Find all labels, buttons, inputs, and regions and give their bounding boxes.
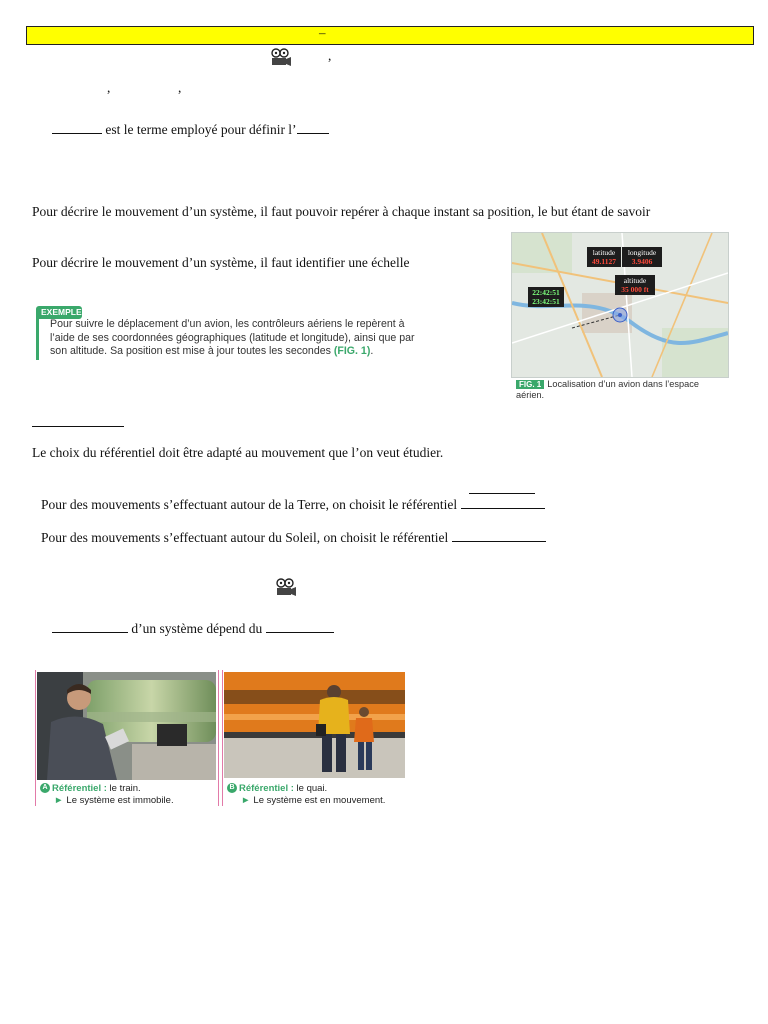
fill-blank[interactable] (32, 414, 124, 427)
fill-blank[interactable] (452, 529, 546, 542)
photo-border (218, 670, 219, 806)
example-bar (36, 318, 39, 360)
fill-blank[interactable] (52, 121, 102, 134)
photo-b-caption (227, 783, 385, 806)
describe-position-line: Pour décrire le mouvement d’un système, il faut pouvoir repérer à chaque instant sa position, le but étant de savoir (32, 204, 651, 219)
photo-a-ref: le train. (109, 783, 141, 794)
earth-text: Pour des mouvements s’effectuant autour de la Terre, on choisit le référentiel (41, 497, 458, 512)
time-tag (528, 287, 564, 307)
longitude-tag (622, 247, 662, 267)
arrow-right-icon: ► (54, 794, 64, 806)
fill-blank[interactable] (461, 496, 545, 509)
fill-blank[interactable] (52, 620, 128, 633)
title-banner (26, 26, 754, 45)
photo-b-badge: B (227, 783, 237, 793)
photo-a-label: Référentiel : (52, 783, 107, 794)
term-line (52, 121, 329, 138)
banner-dash: – (319, 25, 326, 40)
latitude-label: latitude (592, 248, 616, 257)
example-end: . (370, 345, 374, 358)
longitude-value: 3.9406 (631, 257, 653, 266)
train-photo (37, 672, 216, 780)
depends-line (52, 620, 334, 637)
photo-a-result: Le système est immobile. (66, 794, 174, 806)
altitude-value: 35 000 ft (621, 285, 649, 294)
altitude-tag (615, 275, 655, 295)
comma-mark: , (328, 48, 332, 63)
photo-a-badge: A (40, 783, 50, 793)
photo-b-label: Référentiel : (239, 783, 294, 794)
time-1: 22:42:51 (532, 288, 560, 297)
movie-camera-icon (268, 48, 292, 68)
figure-caption-text: Localisation d’un avion dans l’espace aérien. (516, 379, 699, 400)
fill-blank[interactable] (469, 481, 535, 494)
photo-a-caption (40, 783, 174, 806)
figure-label: FIG. 1 (516, 380, 544, 389)
describe-scale-line: Pour décrire le mouvement d’un système, il faut identifier une échelle (32, 255, 410, 270)
sun-text: Pour des mouvements s’effectuant autour du Soleil, on choisit le référentiel (41, 530, 449, 545)
comma-mark: , (107, 80, 111, 95)
fill-blank[interactable] (297, 121, 329, 134)
comma-mark: , (178, 80, 182, 95)
example-tag: EXEMPLE (36, 306, 82, 319)
platform-photo (224, 672, 405, 778)
example-text (50, 318, 430, 359)
choice-line: Le choix du référentiel doit être adapté au mouvement que l’on veut étudier. (32, 445, 444, 460)
figure-caption (516, 379, 716, 401)
term-text: est le terme employé pour définir l’ (105, 122, 297, 137)
example-body: Pour suivre le déplacement d’un avion, les contrôleurs aériens le repèrent à l’aide de ses coordonnées géographiques (latitude et longitude), ainsi que par son altitude. Sa position est mise à jour toutes les secondes (50, 318, 415, 358)
latitude-value: 49.1127 (592, 257, 616, 266)
photo-border (222, 670, 223, 806)
altitude-label: altitude (623, 276, 647, 285)
latitude-tag (587, 247, 621, 267)
airspace-map (511, 232, 729, 378)
arrow-right-icon: ► (241, 794, 251, 806)
sun-line (41, 529, 546, 546)
photo-b-ref: le quai. (296, 783, 328, 794)
movie-camera-icon (273, 578, 297, 598)
time-2: 23:42:51 (532, 297, 560, 306)
fill-blank[interactable] (266, 620, 334, 633)
earth-line (41, 496, 545, 513)
longitude-label: longitude (627, 248, 657, 257)
photo-b-result: Le système est en mouvement. (253, 794, 386, 806)
depends-text: d’un système dépend du (131, 621, 263, 636)
example-fig-ref: (FIG. 1) (333, 345, 371, 358)
photo-border (35, 670, 36, 806)
